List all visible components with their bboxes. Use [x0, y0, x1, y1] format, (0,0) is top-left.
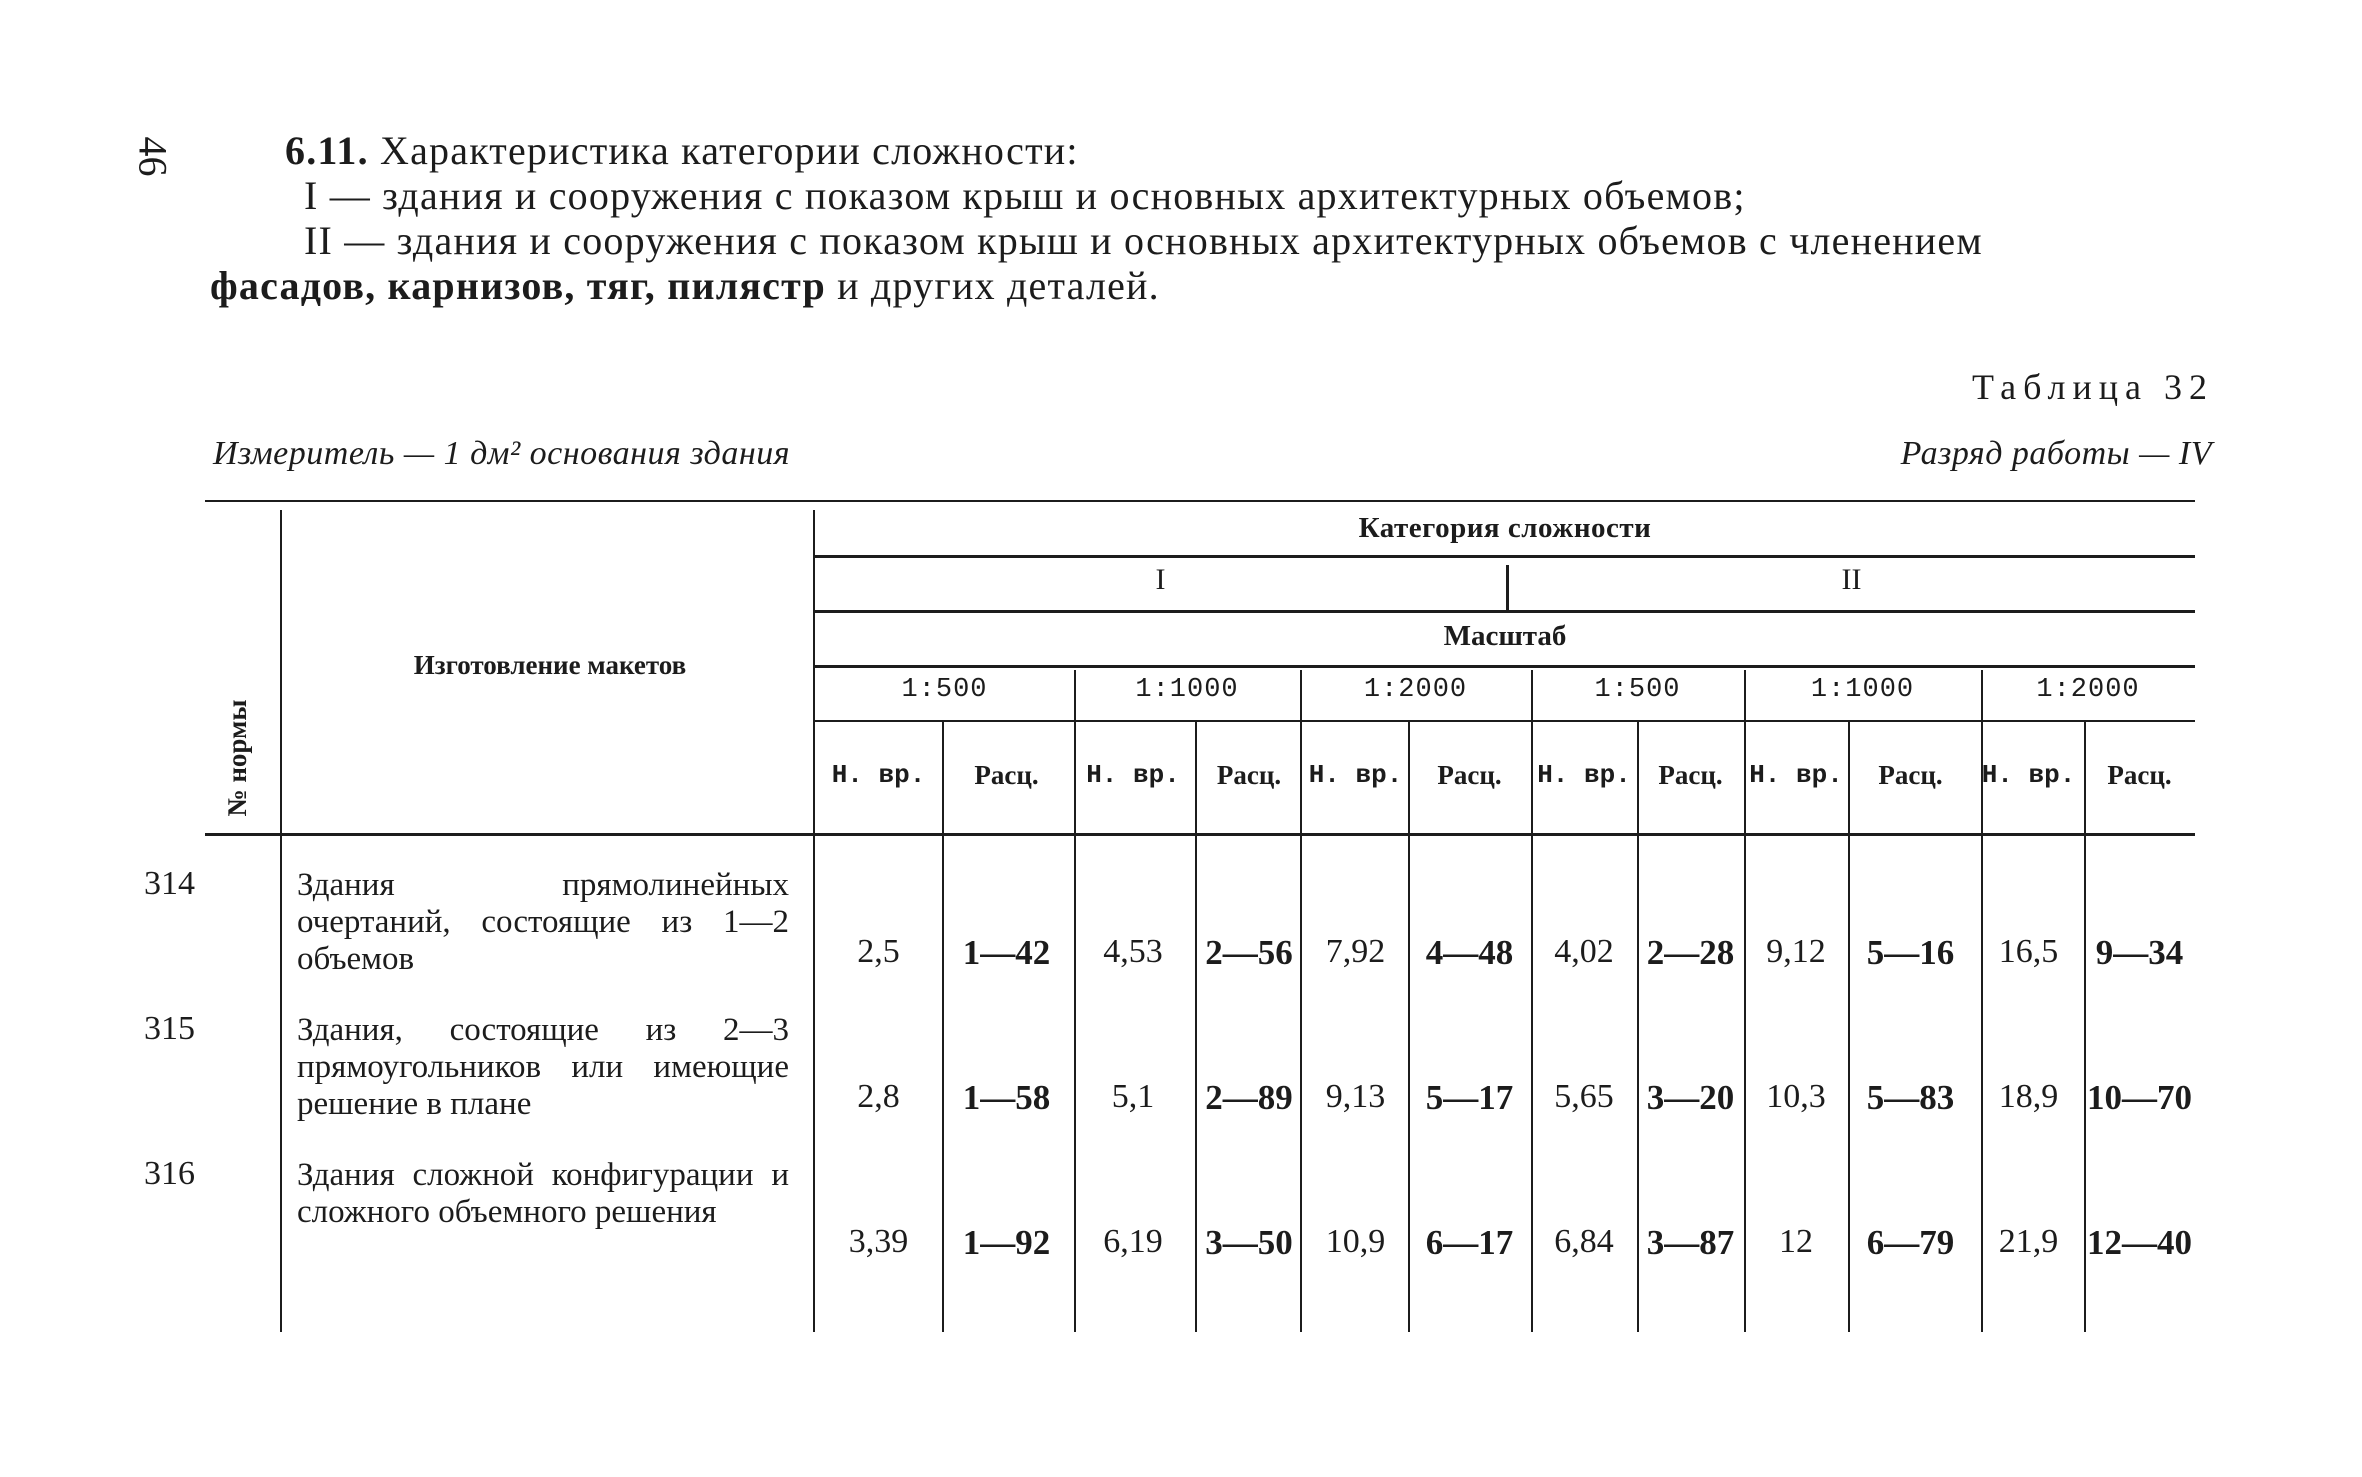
category-two-header: II	[1841, 563, 1862, 596]
rate-value: 5—16	[1866, 933, 1955, 972]
norm-number: 316	[144, 1155, 195, 1192]
time-value: 5,1	[1111, 1078, 1155, 1115]
rate-header: Расц.	[974, 760, 1039, 790]
rate-value: 6—79	[1866, 1223, 1955, 1262]
work-header: Изготовление макетов	[413, 650, 687, 680]
norm-number: 315	[144, 1010, 195, 1047]
rate-value: 3—87	[1646, 1223, 1735, 1262]
scale-2: 1:1000	[1135, 675, 1239, 705]
time-norm-header: Н. вр.	[831, 760, 926, 790]
category-header: Категория сложности	[1358, 512, 1652, 544]
time-value: 16,5	[1998, 933, 2059, 970]
time-value: 6,84	[1554, 1223, 1614, 1260]
roman-rule	[815, 610, 2195, 613]
work-description: Здания, состоящие из 2—3 прямоугольников или имеющие решение в плане	[297, 1012, 789, 1122]
work-description: Здания прямолинейных очертаний, состоящие из 1—2 объемов	[297, 867, 789, 977]
num-column-rule	[280, 510, 282, 1332]
rate-value: 1—92	[962, 1223, 1051, 1262]
time-value: 4,53	[1103, 933, 1163, 970]
rate-value: 6—17	[1425, 1223, 1514, 1262]
time-value: 10,9	[1325, 1223, 1386, 1260]
rate-value: 9—34	[2095, 933, 2184, 972]
rate-value: 5—17	[1425, 1078, 1514, 1117]
scale-4: 1:500	[1594, 675, 1681, 705]
rate-value: 2—89	[1205, 1078, 1293, 1117]
time-norm-header: Н. вр.	[1749, 760, 1843, 790]
scale-6: 1:2000	[2036, 675, 2140, 705]
rate-value: 3—50	[1205, 1223, 1293, 1262]
time-value: 5,65	[1554, 1078, 1614, 1115]
section-heading: Характеристика категории сложности:	[368, 128, 1079, 173]
time-norm-header: Н. вр.	[1086, 760, 1180, 790]
scale-header: Масштаб	[1443, 620, 1567, 652]
scale-5: 1:1000	[1810, 675, 1915, 705]
rate-value: 2—56	[1205, 933, 1293, 972]
time-value: 10,3	[1766, 1078, 1826, 1115]
time-value: 18,9	[1998, 1078, 2059, 1115]
time-norm-header: Н. вр.	[1537, 760, 1631, 790]
time-value: 6,19	[1103, 1223, 1163, 1260]
table-top-rule	[205, 500, 2195, 502]
rate-header: Расц.	[2107, 760, 2172, 790]
time-value: 3,39	[848, 1223, 909, 1260]
time-value: 21,9	[1998, 1223, 2059, 1260]
rate-header: Расц.	[1437, 760, 1502, 790]
category-two-bold: пилястр	[667, 263, 826, 308]
rate-value: 3—20	[1646, 1078, 1735, 1117]
time-norm-header: Н. вр.	[1308, 760, 1403, 790]
rate-value: 1—42	[962, 933, 1051, 972]
rate-value: 10—70	[2087, 1078, 2192, 1117]
norm-number-header: № нормы	[222, 699, 252, 817]
rate-value: 12—40	[2087, 1223, 2192, 1262]
category-one-header: I	[1155, 563, 1166, 596]
rate-value: 2—28	[1646, 933, 1735, 972]
time-value: 4,02	[1554, 933, 1614, 970]
scale-1: 1:500	[901, 675, 988, 705]
table-title: Таблица 32	[1972, 367, 2214, 407]
rate-header: Расц.	[1878, 760, 1943, 790]
category-two-description-cont	[210, 263, 2205, 308]
page-number: 46	[130, 136, 176, 177]
scale-title-rule	[815, 665, 2195, 668]
section-number: 6.11.	[285, 128, 369, 173]
scale-3: 1:2000	[1363, 675, 1468, 705]
scale-rule	[815, 720, 2195, 722]
time-value: 12	[1779, 1223, 1813, 1260]
intro-heading	[210, 128, 2205, 173]
category-two-tail: и других деталей.	[837, 263, 1160, 308]
category-two-text: фасадов, карнизов, тяг,	[210, 263, 656, 308]
work-description: Здания сложной конфигурации и сложного объемного решения	[297, 1157, 789, 1230]
rate-value: 5—83	[1866, 1078, 1955, 1117]
intro-section	[210, 128, 2205, 308]
norm-number: 314	[144, 865, 195, 902]
category-rule	[815, 555, 2195, 558]
category-one-description: I — здания и сооружения с показом крыш и основных архитектурных объемов;	[304, 173, 1746, 218]
rate-value: 4—48	[1425, 933, 1514, 972]
time-value: 2,8	[857, 1078, 900, 1115]
time-norm-header: Н. вр.	[1981, 760, 2076, 790]
grade-label: Разряд работы — IV	[1900, 435, 2212, 472]
time-value: 7,92	[1325, 933, 1386, 970]
category-two-description: II — здания и сооружения с показом крыш и основных архитектурных объемов с членением	[304, 218, 1983, 263]
rate-value: 1—58	[962, 1078, 1051, 1117]
rate-header: Расц.	[1658, 760, 1723, 790]
time-value: 9,13	[1325, 1078, 1386, 1115]
rate-header: Расц.	[1216, 760, 1282, 790]
time-value: 9,12	[1766, 933, 1826, 970]
header-bottom-rule	[205, 833, 2195, 836]
measure-label: Измеритель — 1 дм² основания здания	[213, 435, 791, 472]
time-value: 2,5	[857, 933, 900, 970]
